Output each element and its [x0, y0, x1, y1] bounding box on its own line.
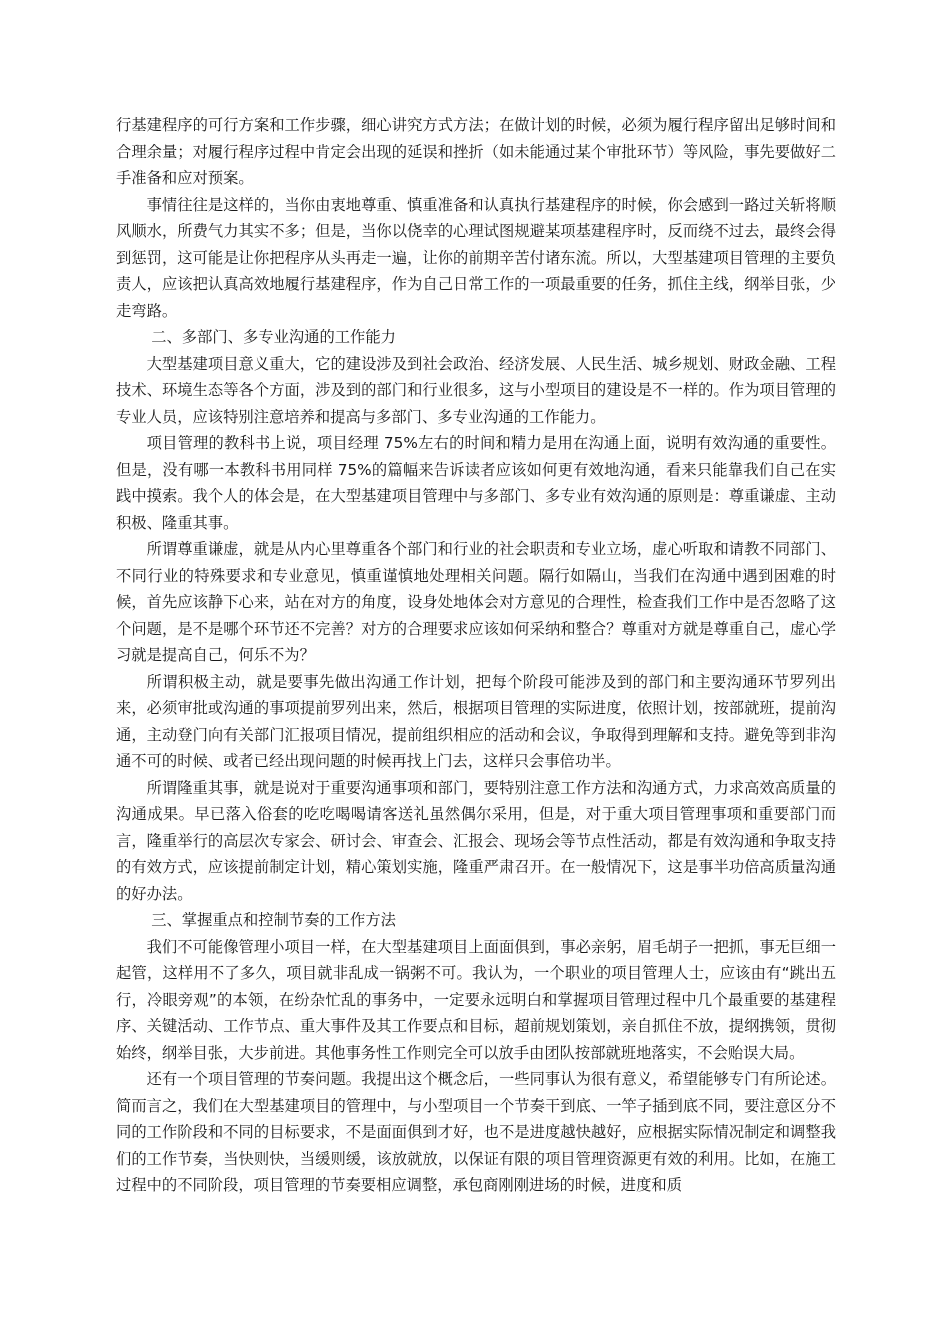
paragraph-respect-humility: 所谓尊重谦虚，就是从内心里尊重各个部门和行业的社会职责和专业立场，虚心听取和请教不同部门、不同行业的特殊要求和专业意见，慎重谨慎地处理相关问题。隔行如隔山，当我们在沟通中遇到困难的时候，首先应该静下心来，站在对方的角度，设身处地体会对方意见的合理性，检查我们工作中是否忽略了这个问题，是不是哪个环节还不完善？对方的合理要求应该如何采纳和整合？尊重对方就是尊重自己，虚心学习就是提高自己，何乐不为？ — [116, 540, 836, 664]
paragraph-communication-principles: 项目管理的教科书上说，项目经理 75%左右的时间和精力是用在沟通上面，说明有效沟通的重要性。但是，没有哪一本教科书用同样 75%的篇幅来告诉读者应该如何更有效地沟通，看来只能靠我们自己在实践中摸索。我个人的体会是，在大型基建项目管理中与多部门、多专业有效沟通的原则是：尊重谦虚、主动积极、隆重其事。 — [116, 434, 836, 532]
paragraph-project-significance: 大型基建项目意义重大，它的建设涉及到社会政治、经济发展、人民生活、城乡规划、财政金融、工程技术、环境生态等各个方面，涉及到的部门和行业很多，这与小型项目的建设是不一样的。作为项目管理的专业人员，应该特别注意培养和提高与多部门、多专业沟通的工作能力。 — [116, 354, 836, 426]
section-heading-communication: 二、多部门、多专业沟通的工作能力 — [151, 328, 396, 346]
paragraph-respect-program: 事情往往是这样的，当你由衷地尊重、慎重准备和认真执行基建程序的时候，你会感到一路过关斩将顺风顺水，所费气力其实不多；但是，当你以侥幸的心理试图规避某项基建程序时，反而绕不过去，最终会得到惩罚，这可能是让你把程序从头再走一遍，让你的前期辛苦付诸东流。所以，大型基建项目管理的主要负责人，应该把认真高效地履行基建程序，作为自己日常工作的一项最重要的任务，抓住主线，纲举目张，少走弯路。 — [116, 195, 836, 320]
paragraph-proactive: 所谓积极主动，就是要事先做出沟通工作计划，把每个阶段可能涉及到的部门和主要沟通环节罗列出来，必须审批或沟通的事项提前罗列出来，然后，根据项目管理的实际进度，依照计划，按部就班，提前沟通，主动登门向有关部门汇报项目情况，提前组织相应的活动和会议，争取得到理解和支持。避免等到非沟通不可的时候、或者已经出现问题的时候再找上门去，这样只会事倍功半。 — [116, 672, 836, 770]
paragraph-program-plan: 行基建程序的可行方案和工作步骤，细心讲究方式方法；在做计划的时候，必须为履行程序留出足够时间和合理余量；对履行程序过程中肯定会出现的延误和挫折（如未能通过某个审批环节）等风险，事先要做好二手准备和应对预案。 — [116, 116, 836, 187]
document-page — [116, 112, 836, 1199]
section-heading-focus-rhythm: 三、掌握重点和控制节奏的工作方法 — [151, 911, 396, 929]
paragraph-formal-events: 所谓隆重其事，就是说对于重要沟通事项和部门，要特别注意工作方法和沟通方式，力求高效高质量的沟通成果。早已落入俗套的吃吃喝喝请客送礼虽然偶尔采用，但是，对于重大项目管理事项和重要部门而言，隆重举行的高层次专家会、研讨会、审查会、汇报会、现场会等节点性活动，都是有效沟通和争取支持的有效方式，应该提前制定计划，精心策划实施，隆重严肃召开。在一般情况下，这是事半功倍高质量沟通的好办法。 — [116, 778, 836, 903]
paragraph-project-rhythm: 还有一个项目管理的节奏问题。我提出这个概念后，一些同事认为很有意义，希望能够专门有所论述。简而言之，我们在大型基建项目的管理中，与小型项目一个节奏干到底、一竿子插到底不同，要注意区分不同的工作阶段和不同的目标要求，不是面面俱到才好，也不是进度越快越好，应根据实际情况制定和调整我们的工作节奏，当快则快，当缓则缓，该放就放，以保证有限的项目管理资源更有效的利用。比如，在施工过程中的不同阶段，项目管理的节奏要相应调整，承包商刚刚进场的时候，进度和质 — [116, 1070, 836, 1194]
paragraph-key-points: 我们不可能像管理小项目一样，在大型基建项目上面面俱到，事必亲躬，眉毛胡子一把抓，事无巨细一起管，这样用不了多久，项目就非乱成一锅粥不可。我认为，一个职业的项目管理人士，应该由有“跳出五行，冷眼旁观”的本领，在纷杂忙乱的事务中，一定要永远明白和掌握项目管理过程中几个最重要的基建程序、关键活动、工作节点、重大事件及其工作要点和目标，超前规划策划，亲自抓住不放，提纲携领，贯彻始终，纲举目张，大步前进。其他事务性工作则完全可以放手由团队按部就班地落实，不会贻误大局。 — [116, 937, 836, 1062]
